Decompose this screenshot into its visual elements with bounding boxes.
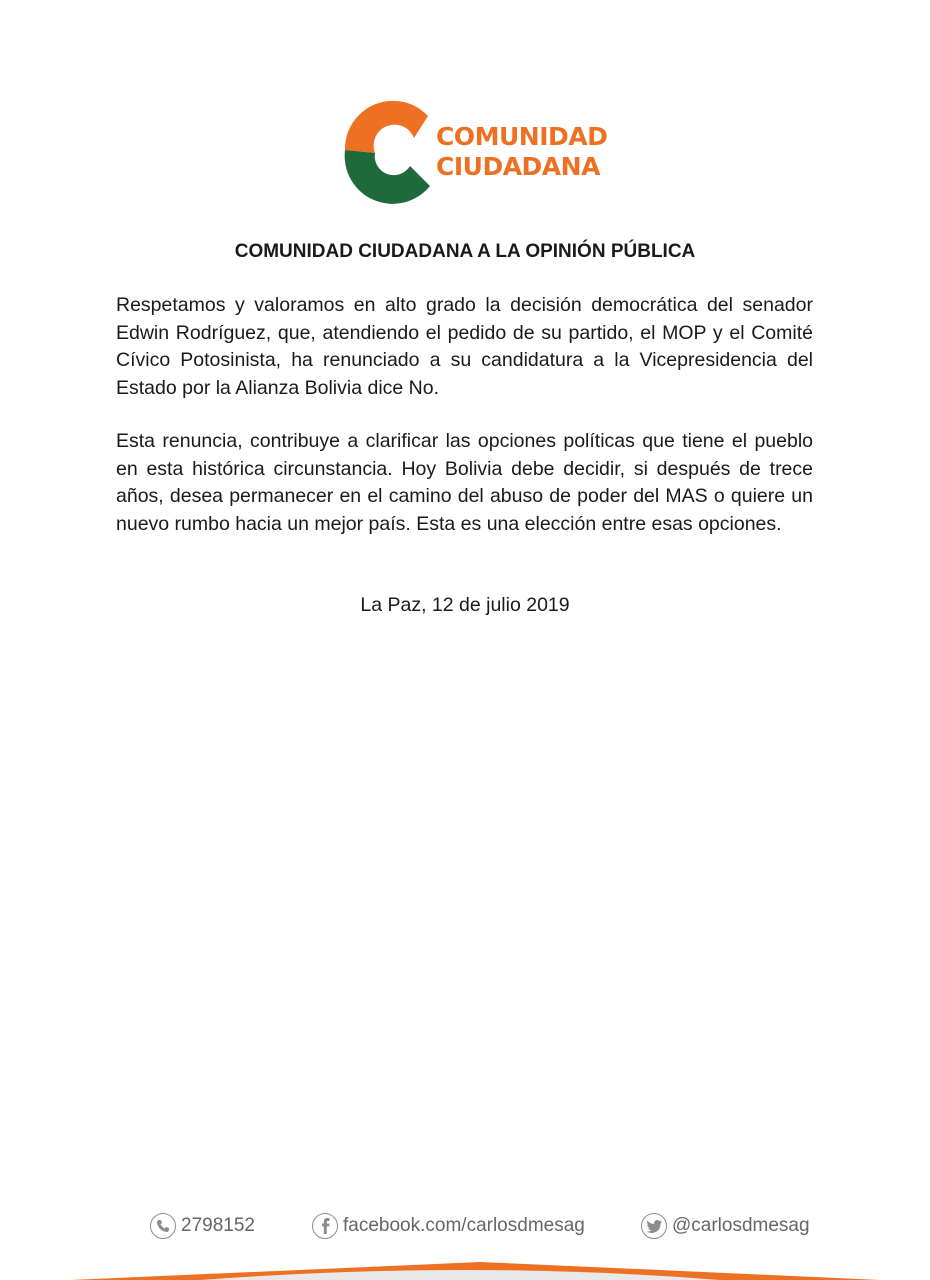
paragraph-2: Esta renuncia, contribuye a clarificar las opciones políticas que tiene el pueblo en esta histórica circunstancia. Hoy Bolivia debe decidir, si después de trece años, desea permanecer en el camino del abuso de poder del MAS o quiere un nuevo rumbo hacia un mejor país. Esta es una elección entre esas opciones. bbox=[116, 430, 813, 535]
logo-line-2: CIUDADANA bbox=[436, 152, 600, 181]
place-date: La Paz, 12 de julio 2019 bbox=[360, 594, 570, 616]
document-title: COMUNIDAD CIUDADANA A LA OPINIÓN PÚBLICA bbox=[234, 241, 696, 262]
party-logo bbox=[340, 98, 608, 208]
footer bbox=[0, 1200, 930, 1280]
twitter-handle: @carlosdmesag bbox=[672, 1215, 810, 1236]
logo-line-1: COMUNIDAD bbox=[436, 122, 608, 151]
footer-facebook bbox=[312, 1210, 585, 1242]
phone-icon bbox=[150, 1213, 176, 1239]
paragraph-1: Respetamos y valoramos en alto grado la decisión democrática del senador Edwin Rodríguez, que, atendiendo el pedido de su partido, el MOP y el Comité Cívico Potosinista, ha renunciado a su candidatura a la Vicepresidencia del Estado por la Alianza Bolivia dice No. bbox=[116, 294, 813, 399]
footer-band bbox=[0, 1240, 930, 1280]
twitter-icon bbox=[641, 1213, 667, 1239]
facebook-icon bbox=[312, 1213, 338, 1239]
logo-wordmark bbox=[436, 122, 607, 182]
logo-c-mark bbox=[340, 98, 440, 208]
footer-twitter bbox=[641, 1210, 810, 1242]
footer-phone bbox=[150, 1210, 255, 1242]
facebook-url: facebook.com/carlosdmesag bbox=[343, 1215, 585, 1236]
phone-number: 2798152 bbox=[181, 1215, 255, 1236]
